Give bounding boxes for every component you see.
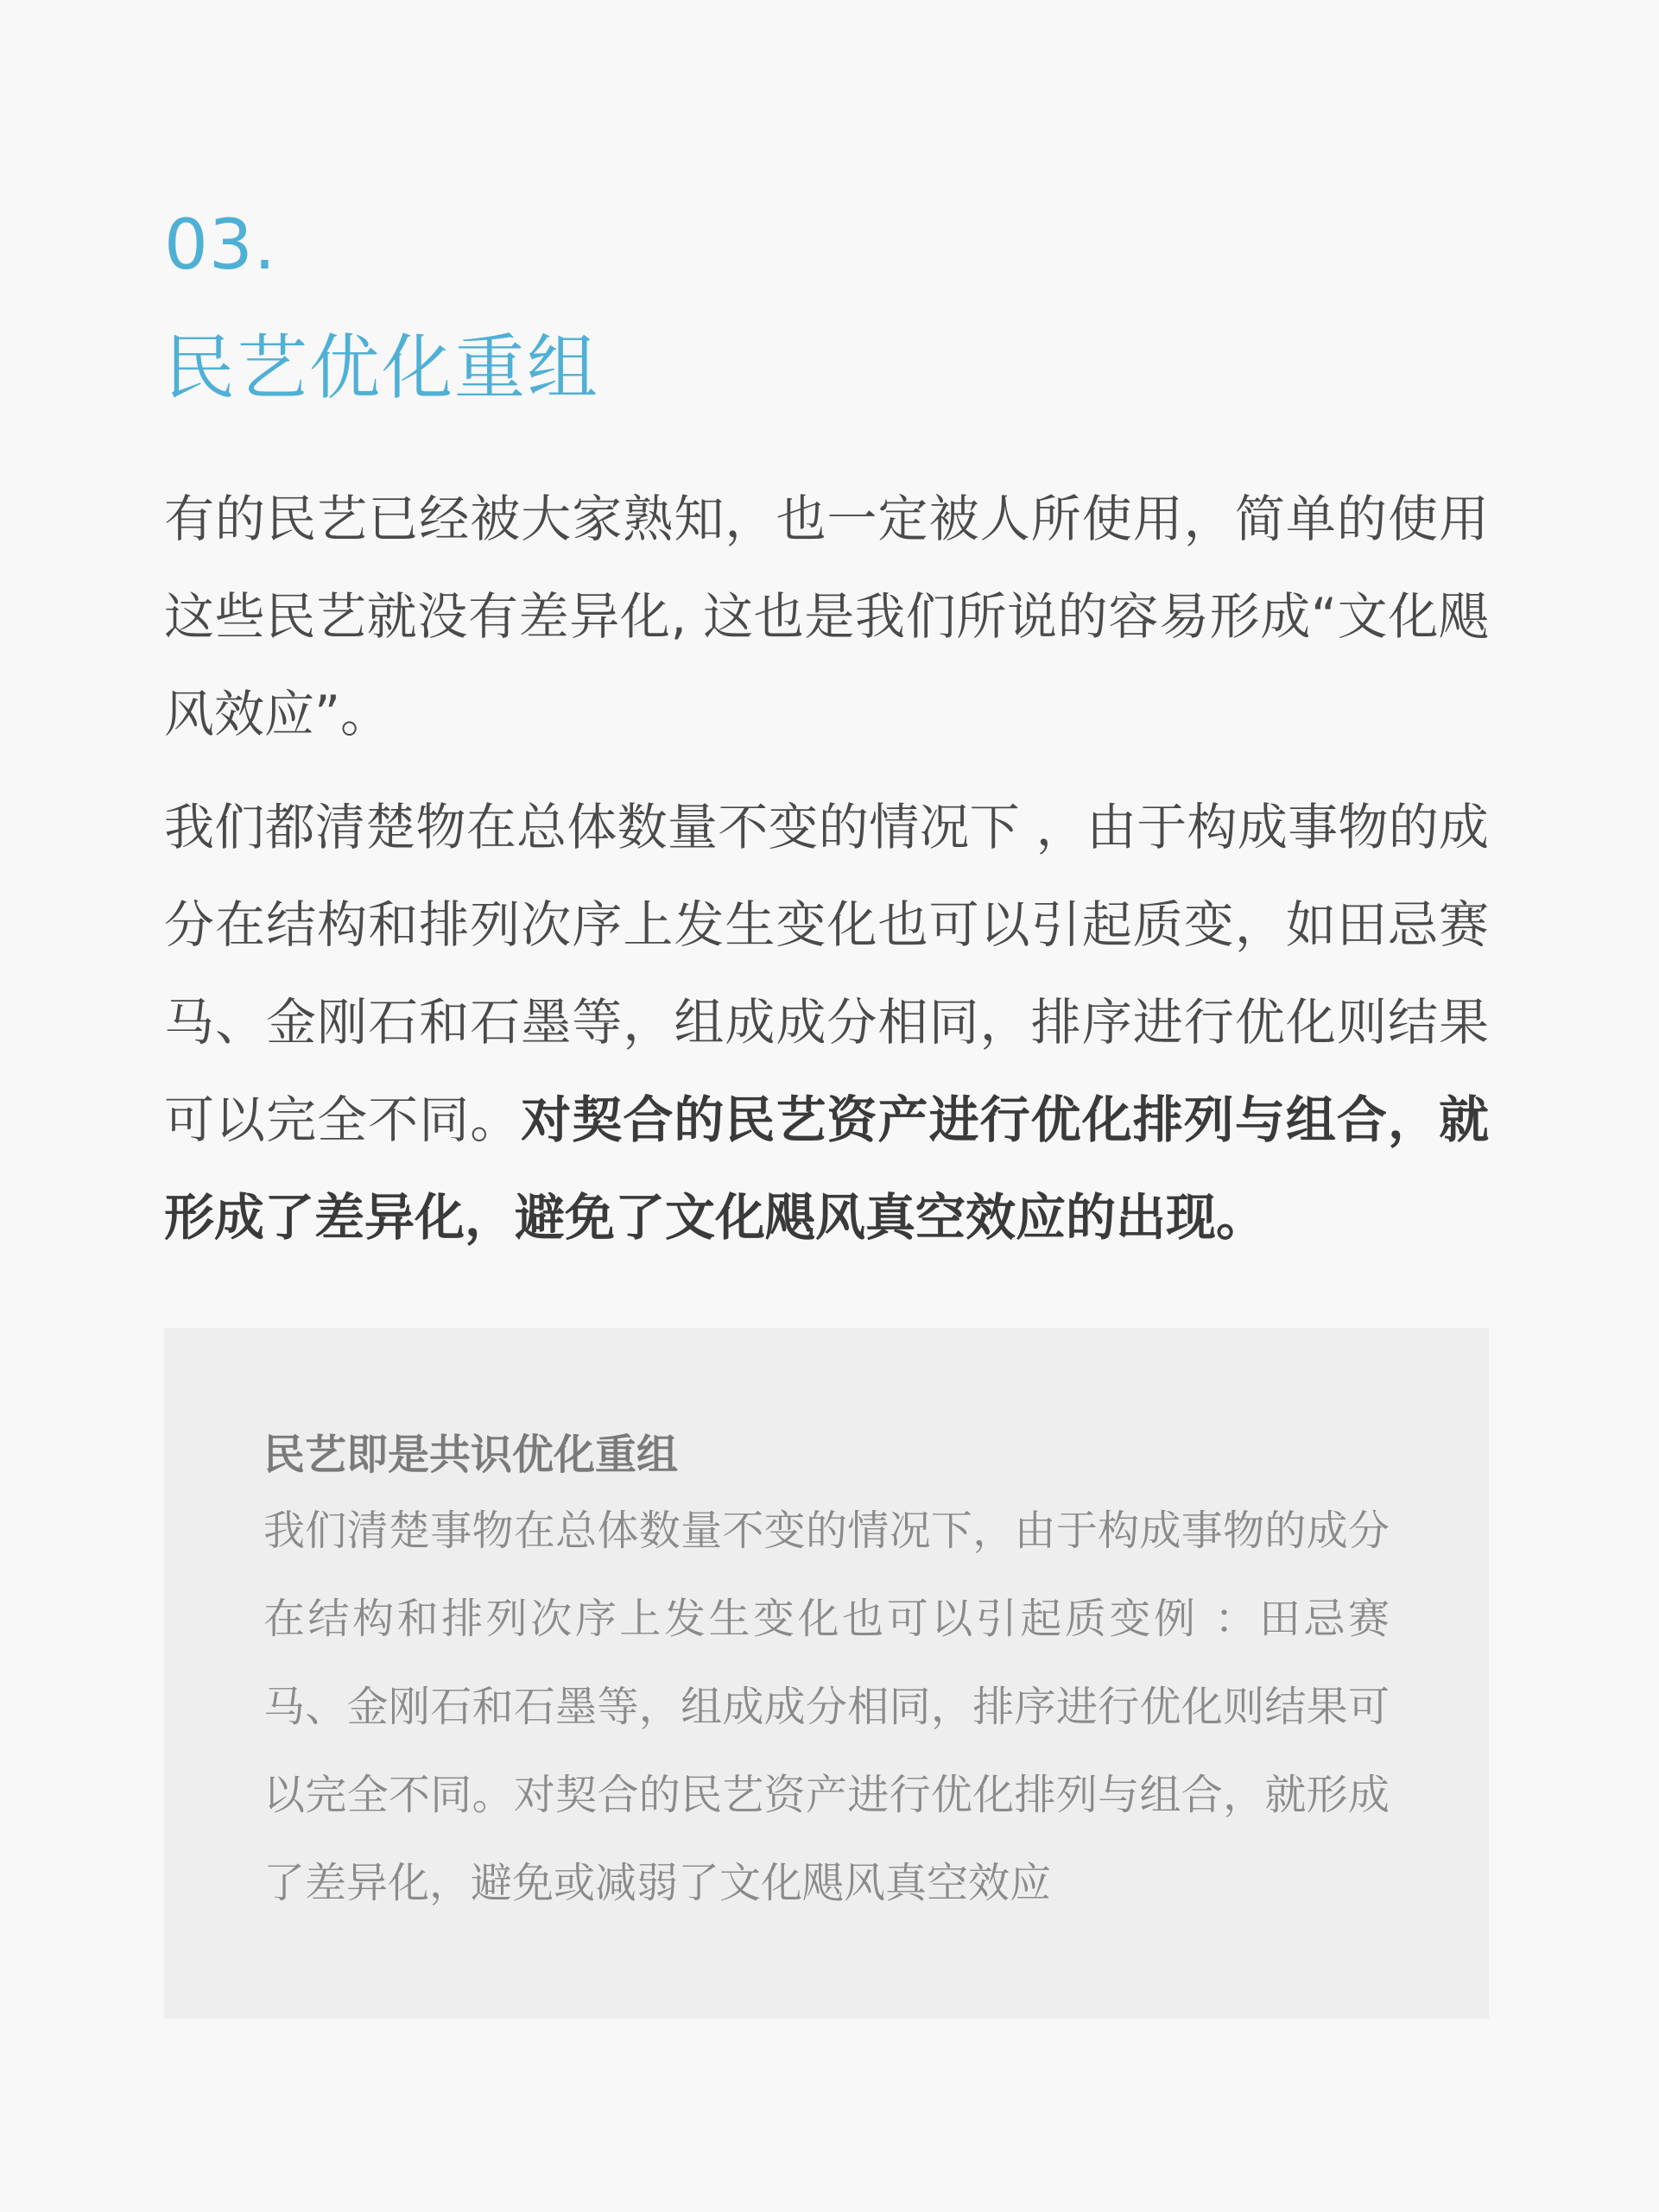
paragraph-text: 我们都清楚物在总体数量不变的情况下 ，由于构成事物的成分在结构和排列次序上发生变化也可以引起质变，如田忌赛马、金刚石和石墨等，组成成分相同，排序进行优化则结果可以完全不同。 [164,798,1489,1149]
summary-box [164,1328,1489,2019]
section-title: 民艺优化重组 [164,327,600,409]
paragraph-text: 有的民艺已经被大家熟知，也一定被人所使用，简单的使用这些民艺就没有差异化, 这也是我们所说的容易形成“文化飓风效应”。 [164,490,1489,743]
summary-text: 我们清楚事物在总体数量不变的情况下，由于构成事物的成分在结构和排列次序上发生变化也可以引起质变例 ：田忌赛马、金刚石和石墨等，组成成分相同，排序进行优化则结果可以完全不同。对契合的民艺资产进行优化排列与组合，就形成了差异化，避免或减弱了文化飓风真空效应 [263,1507,1390,1907]
summary-title: 民艺即是共识优化重组 [263,1431,679,1479]
paragraph-emphasis: 对契合的民艺资产进行优化排列与组合，就形成了差异化，避免了文化飓风真空效应的出现。 [164,1090,1489,1247]
body-paragraph [164,779,1489,1267]
section-number: 03. [164,205,277,285]
body-paragraph [164,471,1489,763]
